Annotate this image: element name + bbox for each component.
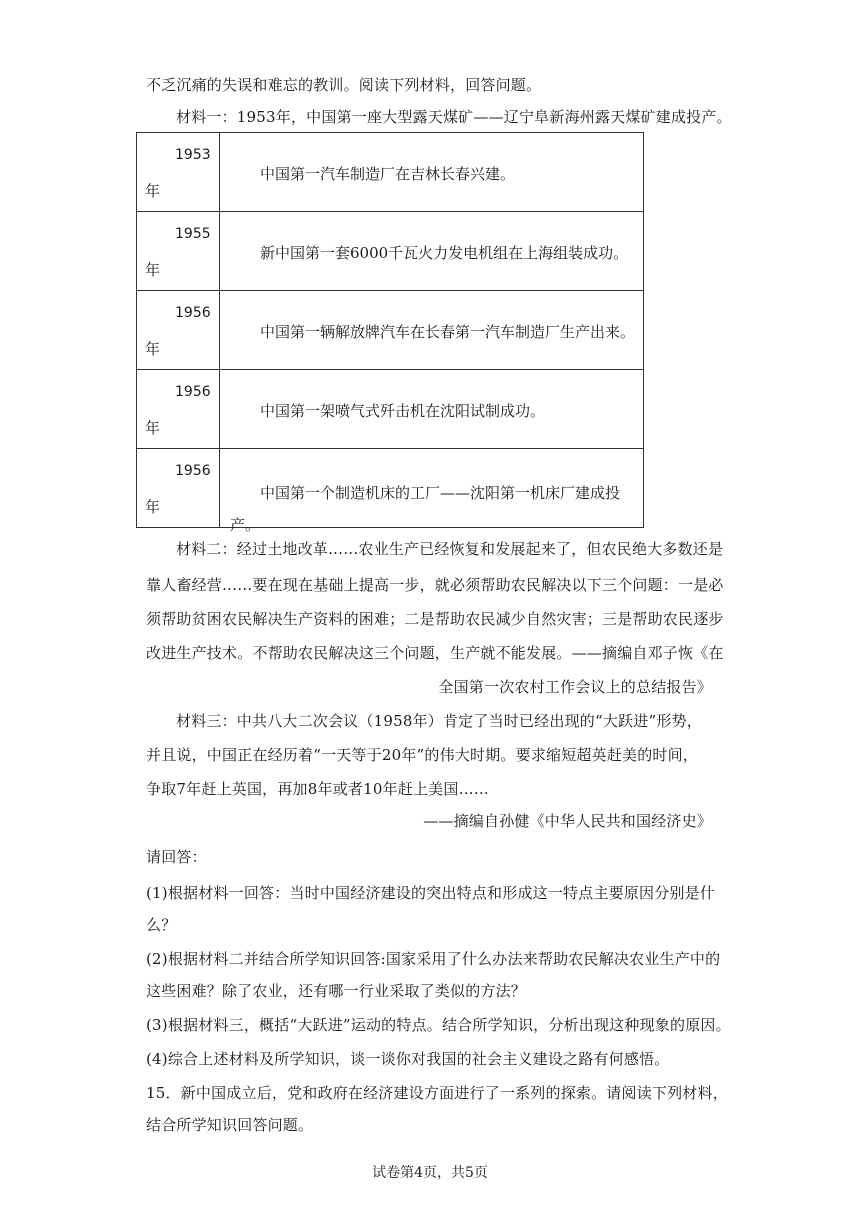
- question-2: (2)根据材料二并结合所学知识回答:国家采用了什么办法来帮助农民解决农业生产中的: [146, 950, 721, 968]
- event-text: 中国第一辆解放牌汽车在长春第一汽车制造厂生产出来。: [260, 323, 636, 341]
- material3-line: 并且说，中国正在经历着“一天等于20年”的伟大时期。要求缩短超英赶美的时间，: [146, 746, 699, 764]
- year-number: 1956: [175, 305, 211, 321]
- event-text: 中国第一架喷气式歼击机在沈阳试制成功。: [260, 402, 546, 420]
- question-15: 15．新中国成立后，党和政府在经济建设方面进行了一系列的探索。请阅读下列材料，: [146, 1084, 728, 1102]
- table-row: [137, 291, 644, 370]
- question-3: (3)根据材料三，概括“大跃进”运动的特点。结合所学知识，分析出现这种现象的原因。: [146, 1016, 731, 1034]
- year-number: 1956: [175, 463, 211, 479]
- material1-heading: 材料一：1953年，中国第一座大型露天煤矿——辽宁阜新海州露天煤矿建成投产。: [176, 108, 732, 126]
- year-number: 1956: [175, 384, 211, 400]
- table-row: [137, 212, 644, 291]
- question-1: (1)根据材料一回答：当时中国经济建设的突出特点和形成这一特点主要原因分别是什: [146, 884, 716, 902]
- table-row: [137, 370, 644, 449]
- intro-text: 不乏沉痛的失误和难忘的教训。阅读下列材料，回答问题。: [146, 76, 542, 94]
- year-unit: 年: [145, 498, 161, 516]
- material3-line: 材料三：中共八大二次会议（1958年）肯定了当时已经出现的“大跃进”形势，: [176, 712, 702, 730]
- year-number: 1953: [175, 147, 211, 163]
- material3-line: 争取7年赶上英国，再加8年或者10年赶上美国……: [146, 780, 489, 798]
- table-row: [137, 133, 644, 212]
- question-1-cont: 么？: [146, 916, 177, 934]
- material3-source: ——摘编自孙健《中华人民共和国经济史》: [423, 812, 712, 830]
- year-unit: 年: [145, 182, 161, 200]
- event-text: 中国第一个制造机床的工厂——沈阳第一机床厂建成投产。: [230, 484, 621, 534]
- material1-table: [136, 132, 644, 534]
- material2-line: 靠人畜经营……要在现在基础上提高一步，就必须帮助农民解决以下三个问题：一是必: [146, 576, 724, 594]
- question-2-cont: 这些困难？除了农业，还有哪一行业采取了类似的方法？: [146, 982, 527, 1000]
- question-15-cont: 结合所学知识回答问题。: [146, 1116, 314, 1134]
- material2-line: 改进生产技术。不帮助农民解决这三个问题，生产就不能发展。——摘编自邓子恢《在: [146, 644, 724, 662]
- table-row: [137, 449, 644, 528]
- year-unit: 年: [145, 419, 161, 437]
- page-footer: 试卷第4页，共5页: [372, 1165, 488, 1181]
- event-text: 中国第一汽车制造厂在吉林长春兴建。: [260, 165, 516, 183]
- question-4: (4)综合上述材料及所学知识，谈一谈你对我国的社会主义建设之路有何感悟。: [146, 1050, 670, 1068]
- material2-line: 材料二：经过土地改革……农业生产已经恢复和发展起来了，但农民绝大多数还是: [176, 540, 724, 558]
- year-unit: 年: [145, 261, 161, 279]
- year-number: 1955: [175, 226, 211, 242]
- year-unit: 年: [145, 340, 161, 358]
- material2-line: 须帮助贫困农民解决生产资料的困难；二是帮助农民减少自然灾害；三是帮助农民逐步: [146, 610, 724, 628]
- answer-prompt: 请回答：: [146, 848, 207, 866]
- event-text: 新中国第一套6000千瓦火力发电机组在上海组装成功。: [260, 244, 629, 262]
- material2-source: 全国第一次农村工作会议上的总结报告》: [438, 678, 712, 696]
